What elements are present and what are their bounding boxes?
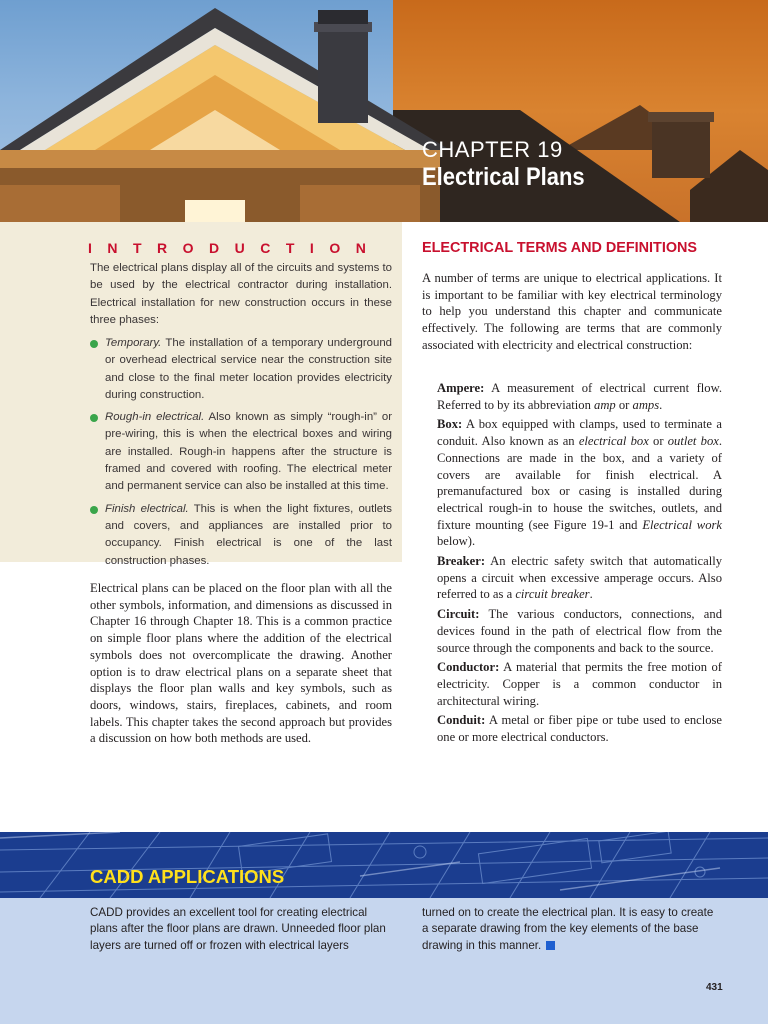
term-text: A material that permits the free motion of electricity. Copper is a common conductor in architectural wiring. bbox=[437, 660, 722, 708]
section-heading: ELECTRICAL TERMS AND DEFINITIONS bbox=[422, 240, 698, 256]
chapter-label: CHAPTER 19 bbox=[422, 137, 563, 162]
term-box bbox=[437, 416, 722, 550]
term-text: below). bbox=[437, 534, 476, 549]
term-ampere bbox=[437, 380, 722, 413]
term-breaker bbox=[437, 553, 722, 603]
chapter-header-photo bbox=[0, 0, 768, 222]
term-text: . Connections are made in the box, and a variety of covers are available for finish electrical. A premanufactured box or casing is installed during electrical rough-in to house the switches, outlets, and fixture mounting (see Figure 19-1 and bbox=[437, 434, 722, 532]
bullet-text: The installation of a temporary underground or overhead electrical service near the construction site and close to the final meter location provides electricity during construction. bbox=[105, 337, 392, 401]
term-text: or bbox=[615, 397, 633, 412]
term-text: A measurement of electrical current flow. Referred to by its abbreviation bbox=[437, 381, 722, 412]
term-italic: circuit breaker bbox=[515, 587, 590, 602]
introduction-text: The electrical plans display all of the circuits and systems to be used by the electrical contractor during installation. Electrical installation for new construction occurs in these three phases: bbox=[90, 262, 392, 326]
bullet-term: Finish electrical. bbox=[105, 502, 189, 515]
term-italic: amps bbox=[632, 397, 660, 412]
house-illustration bbox=[0, 0, 768, 222]
end-mark-icon bbox=[546, 941, 555, 950]
term-label: Breaker: bbox=[437, 554, 486, 569]
bullet-term: Temporary. bbox=[105, 337, 162, 349]
bullet-text: This is when the light fixtures, outlets and covers, and appliances are installed prior to occupancy. Finish electrical is one of the last construction phases. bbox=[105, 502, 392, 567]
section-intro: A number of terms are unique to electrical applications. It is important to be familiar with key electrical terminology to help you understand this chapter and communicate effectively. The following are terms that are commonly associated with electricity and electrical construction: bbox=[422, 271, 722, 352]
term-italic: Electrical work bbox=[642, 517, 722, 532]
term-text: The various conductors, connections, and devices found in the path of electrical flow from the source through the components and back to the source. bbox=[437, 607, 722, 655]
term-italic: outlet box bbox=[667, 434, 719, 449]
cadd-text-right bbox=[422, 905, 722, 954]
term-label: Conductor: bbox=[437, 660, 500, 675]
body-paragraph: Electrical plans can be placed on the floor plan with all the other symbols, information, and dimensions as discussed in Chapter 16 through Chapter 18. This is a common practice on simple floor plans where the addition of the electrical symbols does not overcomplicate the drawing. Another option is to draw electrical plans on a separate sheet that displays the floor plan walls and key symbols, such as doors, windows, stairs, fireplaces, cabinets, and room labels. This chapter takes the second approach but provides a discussion on how both methods are used. bbox=[90, 581, 392, 746]
cadd-title: CADD APPLICATIONS bbox=[90, 866, 285, 887]
page-number: 431 bbox=[706, 982, 723, 993]
chapter-title: Electrical Plans bbox=[422, 163, 585, 191]
blueprint-pattern bbox=[0, 832, 768, 898]
bullet-term: Rough-in electrical. bbox=[105, 411, 205, 424]
introduction-heading: INTRODUCTION bbox=[88, 240, 382, 256]
list-item bbox=[90, 409, 392, 495]
term-text: A metal or fiber pipe or tube used to enclose one or more electrical conductors. bbox=[437, 713, 722, 745]
bullet-text: Also known as simply “rough-in” or pre-wiring, this is when the electrical boxes and wiring are installed. Rough-in happens after the structure is framed and covered with roofing. The electrical meter and permanent service can also be installed at this time. bbox=[105, 411, 392, 493]
term-italic: amp bbox=[594, 397, 616, 412]
term-text: or bbox=[648, 434, 668, 449]
term-label: Circuit: bbox=[437, 607, 480, 622]
cadd-text: turned on to create the electrical plan. It is easy to create a separate drawing from the key elements of the base drawing in this manner. bbox=[422, 906, 714, 952]
term-conduit bbox=[437, 712, 722, 745]
term-circuit bbox=[437, 606, 722, 656]
cadd-banner bbox=[0, 832, 768, 898]
list-item bbox=[90, 335, 392, 404]
term-label: Conduit: bbox=[437, 713, 486, 728]
bullet-icon bbox=[90, 414, 98, 422]
term-text: . bbox=[659, 397, 663, 412]
term-italic: electrical box bbox=[578, 434, 649, 449]
list-item bbox=[90, 501, 392, 570]
bullet-icon bbox=[90, 506, 98, 514]
term-label: Box: bbox=[437, 417, 463, 432]
term-text: . bbox=[589, 587, 593, 602]
term-label: Ampere: bbox=[437, 381, 485, 395]
phase-list bbox=[90, 335, 392, 575]
term-text: A box equipped with clamps, used to terminate a conduit. Also known as an bbox=[437, 417, 722, 449]
bullet-icon bbox=[90, 340, 98, 348]
term-text: An electric safety switch that automatically opens a circuit when excessive amperage occurs. Also referred to as a bbox=[437, 554, 722, 602]
cadd-text-left: CADD provides an excellent tool for creating electrical plans after the floor plans are drawn. Unneeded floor plan layers are turned off or frozen with electrical layers bbox=[90, 906, 386, 952]
term-definitions bbox=[437, 380, 722, 749]
term-conductor bbox=[437, 659, 722, 709]
